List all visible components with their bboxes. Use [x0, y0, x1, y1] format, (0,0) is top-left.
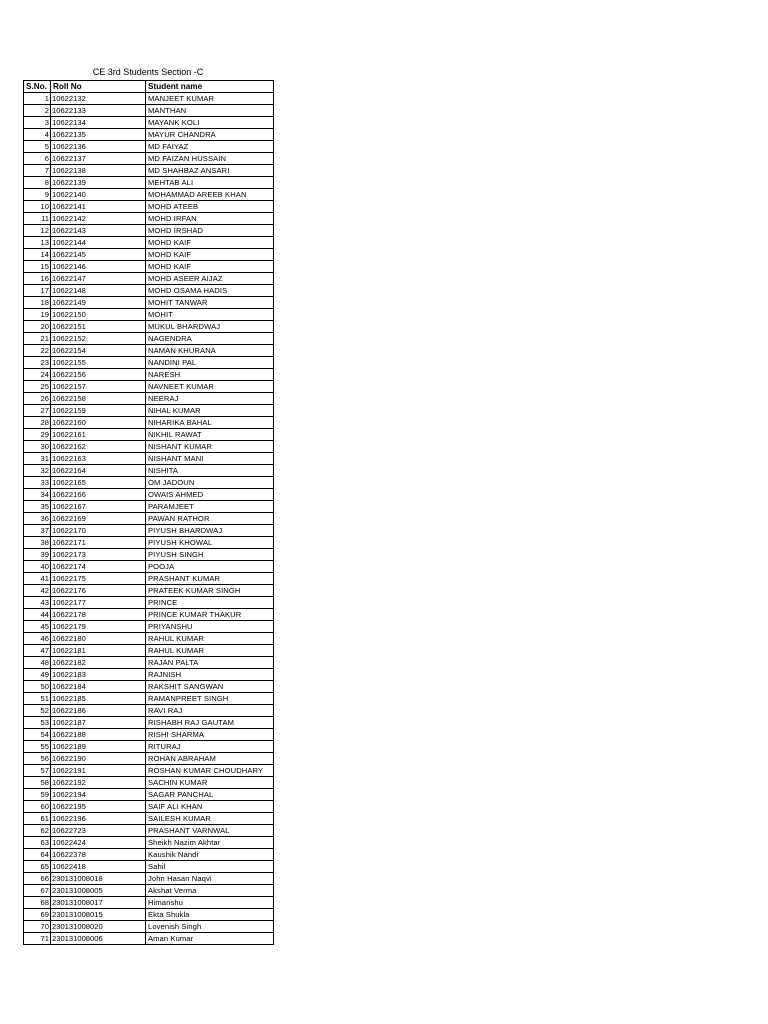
serial-number-cell: 55 — [24, 741, 51, 753]
student-list-sheet — [23, 66, 273, 945]
serial-number-cell: 25 — [24, 381, 51, 393]
table-row — [24, 633, 274, 645]
roll-number-cell: 10622141 — [51, 201, 146, 213]
table-row — [24, 189, 274, 201]
roll-number-cell: 10622196 — [51, 813, 146, 825]
roll-number-cell: 10622194 — [51, 789, 146, 801]
student-name-cell: John Hasan Naqvi — [146, 873, 274, 885]
student-name-cell: PIYUSH KHOWAL — [146, 537, 274, 549]
table-row — [24, 393, 274, 405]
table-row — [24, 249, 274, 261]
table-row — [24, 729, 274, 741]
table-row — [24, 657, 274, 669]
serial-number-cell: 6 — [24, 153, 51, 165]
serial-number-cell: 1 — [24, 93, 51, 105]
table-row — [24, 561, 274, 573]
table-row — [24, 213, 274, 225]
serial-number-cell: 8 — [24, 177, 51, 189]
serial-number-cell: 21 — [24, 333, 51, 345]
student-name-cell: OWAIS AHMED — [146, 489, 274, 501]
serial-number-cell: 30 — [24, 441, 51, 453]
roll-number-cell: 10622157 — [51, 381, 146, 393]
serial-number-cell: 71 — [24, 933, 51, 945]
roll-number-cell: 10622150 — [51, 309, 146, 321]
table-row — [24, 129, 274, 141]
table-row — [24, 621, 274, 633]
serial-number-cell: 18 — [24, 297, 51, 309]
student-name-cell: RAHUL KUMAR — [146, 633, 274, 645]
table-row — [24, 297, 274, 309]
serial-number-cell: 68 — [24, 897, 51, 909]
student-name-cell: Kaushik Nandi — [146, 849, 274, 861]
student-name-cell: Aman Kumar — [146, 933, 274, 945]
serial-number-cell: 32 — [24, 465, 51, 477]
roll-number-cell: 10622135 — [51, 129, 146, 141]
serial-number-cell: 34 — [24, 489, 51, 501]
serial-number-cell: 66 — [24, 873, 51, 885]
student-name-cell: MD SHAHBAZ ANSARI — [146, 165, 274, 177]
serial-number-cell: 24 — [24, 369, 51, 381]
roll-number-cell: 10622137 — [51, 153, 146, 165]
roll-number-cell: 10622159 — [51, 405, 146, 417]
student-name-cell: ROHAN ABRAHAM — [146, 753, 274, 765]
student-name-cell: MOHD KAIF — [146, 249, 274, 261]
table-row — [24, 177, 274, 189]
table-row — [24, 381, 274, 393]
student-name-cell: SACHIN KUMAR — [146, 777, 274, 789]
student-name-cell: Akshat Verma — [146, 885, 274, 897]
roll-number-cell: 10622170 — [51, 525, 146, 537]
roll-number-cell: 10622133 — [51, 105, 146, 117]
student-name-cell: MOHIT — [146, 309, 274, 321]
table-row — [24, 261, 274, 273]
roll-number-cell: 10622165 — [51, 477, 146, 489]
serial-number-cell: 44 — [24, 609, 51, 621]
serial-number-cell: 2 — [24, 105, 51, 117]
table-row — [24, 705, 274, 717]
table-row — [24, 597, 274, 609]
table-row — [24, 117, 274, 129]
table-row — [24, 573, 274, 585]
student-name-cell: SAIF ALI KHAN — [146, 801, 274, 813]
table-row — [24, 681, 274, 693]
student-name-cell: PRIYANSHU — [146, 621, 274, 633]
student-name-cell: MOHD IRSHAD — [146, 225, 274, 237]
student-name-cell: POOJA — [146, 561, 274, 573]
student-name-cell: ROSHAN KUMAR CHOUDHARY — [146, 765, 274, 777]
serial-number-cell: 61 — [24, 813, 51, 825]
serial-number-cell: 7 — [24, 165, 51, 177]
student-name-cell: RAVI RAJ — [146, 705, 274, 717]
table-row — [24, 321, 274, 333]
roll-number-cell: 10622138 — [51, 165, 146, 177]
roll-number-cell: 10622167 — [51, 501, 146, 513]
student-name-cell: MOHD OSAMA HADIS — [146, 285, 274, 297]
roll-number-cell: 10622171 — [51, 537, 146, 549]
student-name-cell: MOHD KAIF — [146, 261, 274, 273]
serial-number-cell: 19 — [24, 309, 51, 321]
table-row — [24, 921, 274, 933]
student-name-cell: MD FAIYAZ — [146, 141, 274, 153]
serial-number-cell: 59 — [24, 789, 51, 801]
table-row — [24, 345, 274, 357]
roll-number-cell: 10622190 — [51, 753, 146, 765]
serial-number-cell: 63 — [24, 837, 51, 849]
student-name-cell: NIKHIL RAWAT — [146, 429, 274, 441]
roll-number-cell: 10622187 — [51, 717, 146, 729]
student-name-cell: NAGENDRA — [146, 333, 274, 345]
table-row — [24, 777, 274, 789]
roll-number-cell: 10622195 — [51, 801, 146, 813]
roll-number-cell: 10622147 — [51, 273, 146, 285]
table-row — [24, 789, 274, 801]
serial-number-cell: 36 — [24, 513, 51, 525]
roll-number-cell: 230131008005 — [51, 885, 146, 897]
table-row — [24, 897, 274, 909]
student-name-cell: PRINCE — [146, 597, 274, 609]
roll-number-cell: 230131008020 — [51, 921, 146, 933]
student-name-cell: MANJEET KUMAR — [146, 93, 274, 105]
table-row — [24, 453, 274, 465]
student-name-cell: NISHITA — [146, 465, 274, 477]
student-name-cell: Sahil — [146, 861, 274, 873]
student-name-cell: OM JADOUN — [146, 477, 274, 489]
table-row — [24, 693, 274, 705]
table-row — [24, 765, 274, 777]
serial-number-cell: 67 — [24, 885, 51, 897]
serial-number-cell: 28 — [24, 417, 51, 429]
serial-number-cell: 23 — [24, 357, 51, 369]
student-name-cell: MANTHAN — [146, 105, 274, 117]
student-name-cell: RISHABH RAJ GAUTAM — [146, 717, 274, 729]
student-name-cell: RAJNISH — [146, 669, 274, 681]
serial-number-cell: 57 — [24, 765, 51, 777]
serial-number-cell: 62 — [24, 825, 51, 837]
roll-number-cell: 230131008018 — [51, 873, 146, 885]
student-name-cell: NIHARIKA BAHAL — [146, 417, 274, 429]
header-sno: S.No. — [24, 81, 51, 93]
roll-number-cell: 10622156 — [51, 369, 146, 381]
serial-number-cell: 31 — [24, 453, 51, 465]
table-row — [24, 609, 274, 621]
roll-number-cell: 10622132 — [51, 93, 146, 105]
table-row — [24, 285, 274, 297]
serial-number-cell: 46 — [24, 633, 51, 645]
serial-number-cell: 17 — [24, 285, 51, 297]
table-row — [24, 153, 274, 165]
student-name-cell: RAHUL KUMAR — [146, 645, 274, 657]
roll-number-cell: 10622162 — [51, 441, 146, 453]
student-name-cell: PRASHANT KUMAR — [146, 573, 274, 585]
roll-number-cell: 10622185 — [51, 693, 146, 705]
roll-number-cell: 10622149 — [51, 297, 146, 309]
roll-number-cell: 10622164 — [51, 465, 146, 477]
table-row — [24, 201, 274, 213]
serial-number-cell: 15 — [24, 261, 51, 273]
serial-number-cell: 22 — [24, 345, 51, 357]
serial-number-cell: 10 — [24, 201, 51, 213]
roll-number-cell: 10622191 — [51, 765, 146, 777]
table-row — [24, 585, 274, 597]
serial-number-cell: 4 — [24, 129, 51, 141]
student-name-cell: NISHANT MANI — [146, 453, 274, 465]
serial-number-cell: 38 — [24, 537, 51, 549]
table-row — [24, 417, 274, 429]
roll-number-cell: 10622146 — [51, 261, 146, 273]
student-name-cell: SAILESH KUMAR — [146, 813, 274, 825]
roll-number-cell: 10622184 — [51, 681, 146, 693]
table-row — [24, 717, 274, 729]
roll-number-cell: 10622175 — [51, 573, 146, 585]
roll-number-cell: 10622163 — [51, 453, 146, 465]
table-row — [24, 837, 274, 849]
table-row — [24, 357, 274, 369]
roll-number-cell: 10622145 — [51, 249, 146, 261]
roll-number-cell: 10622151 — [51, 321, 146, 333]
roll-number-cell: 10622142 — [51, 213, 146, 225]
table-row — [24, 933, 274, 945]
roll-number-cell: 10622154 — [51, 345, 146, 357]
student-name-cell: Ekta Shukla — [146, 909, 274, 921]
roll-number-cell: 10622723 — [51, 825, 146, 837]
table-row — [24, 801, 274, 813]
roll-number-cell: 10622178 — [51, 609, 146, 621]
table-row — [24, 225, 274, 237]
serial-number-cell: 51 — [24, 693, 51, 705]
table-row — [24, 825, 274, 837]
table-row — [24, 441, 274, 453]
roll-number-cell: 10622174 — [51, 561, 146, 573]
student-name-cell: RAKSHIT SANGWAN — [146, 681, 274, 693]
table-row — [24, 885, 274, 897]
student-name-cell: PIYUSH BHARDWAJ — [146, 525, 274, 537]
student-name-cell: SAGAR PANCHAL — [146, 789, 274, 801]
table-row — [24, 309, 274, 321]
student-name-cell: NISHANT KUMAR — [146, 441, 274, 453]
student-name-cell: MOHAMMAD AREEB KHAN — [146, 189, 274, 201]
table-row — [24, 141, 274, 153]
student-name-cell: NAMAN KHURANA — [146, 345, 274, 357]
serial-number-cell: 52 — [24, 705, 51, 717]
roll-number-cell: 230131008006 — [51, 933, 146, 945]
serial-number-cell: 56 — [24, 753, 51, 765]
serial-number-cell: 47 — [24, 645, 51, 657]
table-row — [24, 741, 274, 753]
roll-number-cell: 10622152 — [51, 333, 146, 345]
roll-number-cell: 10622418 — [51, 861, 146, 873]
roll-number-cell: 10622136 — [51, 141, 146, 153]
table-row — [24, 513, 274, 525]
table-row — [24, 429, 274, 441]
serial-number-cell: 37 — [24, 525, 51, 537]
header-row — [24, 81, 274, 93]
student-name-cell: PRINCE KUMAR THAKUR — [146, 609, 274, 621]
serial-number-cell: 35 — [24, 501, 51, 513]
serial-number-cell: 41 — [24, 573, 51, 585]
serial-number-cell: 12 — [24, 225, 51, 237]
roll-number-cell: 230131008015 — [51, 909, 146, 921]
student-name-cell: PIYUSH SINGH — [146, 549, 274, 561]
serial-number-cell: 65 — [24, 861, 51, 873]
table-row — [24, 465, 274, 477]
table-row — [24, 549, 274, 561]
roll-number-cell: 10622378 — [51, 849, 146, 861]
roll-number-cell: 10622139 — [51, 177, 146, 189]
table-row — [24, 525, 274, 537]
serial-number-cell: 43 — [24, 597, 51, 609]
student-name-cell: MOHD IRFAN — [146, 213, 274, 225]
roll-number-cell: 10622155 — [51, 357, 146, 369]
student-name-cell: MAYANK KOLI — [146, 117, 274, 129]
roll-number-cell: 10622169 — [51, 513, 146, 525]
student-rows — [24, 93, 274, 945]
serial-number-cell: 29 — [24, 429, 51, 441]
serial-number-cell: 49 — [24, 669, 51, 681]
student-name-cell: MOHIT TANWAR — [146, 297, 274, 309]
student-name-cell: MOHD ASEER AIJAZ — [146, 273, 274, 285]
student-name-cell: RAJAN PALTA — [146, 657, 274, 669]
serial-number-cell: 40 — [24, 561, 51, 573]
roll-number-cell: 10622180 — [51, 633, 146, 645]
student-name-cell: Himanshu — [146, 897, 274, 909]
serial-number-cell: 69 — [24, 909, 51, 921]
table-row — [24, 873, 274, 885]
student-name-cell: PARAMJEET — [146, 501, 274, 513]
table-row — [24, 909, 274, 921]
table-row — [24, 753, 274, 765]
roll-number-cell: 10622181 — [51, 645, 146, 657]
serial-number-cell: 33 — [24, 477, 51, 489]
serial-number-cell: 14 — [24, 249, 51, 261]
serial-number-cell: 9 — [24, 189, 51, 201]
serial-number-cell: 70 — [24, 921, 51, 933]
student-name-cell: PAWAN RATHOR — [146, 513, 274, 525]
student-name-cell: RITURAJ — [146, 741, 274, 753]
student-name-cell: NANDINI PAL — [146, 357, 274, 369]
serial-number-cell: 64 — [24, 849, 51, 861]
student-name-cell: NAVNEET KUMAR — [146, 381, 274, 393]
table-row — [24, 477, 274, 489]
student-name-cell: MD FAIZAN HUSSAIN — [146, 153, 274, 165]
roll-number-cell: 10622176 — [51, 585, 146, 597]
table-row — [24, 273, 274, 285]
table-row — [24, 93, 274, 105]
roll-number-cell: 10622161 — [51, 429, 146, 441]
header-roll-no: Roll No — [51, 81, 146, 93]
serial-number-cell: 27 — [24, 405, 51, 417]
serial-number-cell: 48 — [24, 657, 51, 669]
roll-number-cell: 10622166 — [51, 489, 146, 501]
student-name-cell: RAMANPREET SINGH — [146, 693, 274, 705]
serial-number-cell: 26 — [24, 393, 51, 405]
table-row — [24, 669, 274, 681]
serial-number-cell: 50 — [24, 681, 51, 693]
roll-number-cell: 10622424 — [51, 837, 146, 849]
table-row — [24, 645, 274, 657]
student-name-cell: NARESH — [146, 369, 274, 381]
table-row — [24, 369, 274, 381]
table-row — [24, 105, 274, 117]
roll-number-cell: 10622158 — [51, 393, 146, 405]
roll-number-cell: 230131008017 — [51, 897, 146, 909]
roll-number-cell: 10622186 — [51, 705, 146, 717]
student-name-cell: PRATEEK KUMAR SINGH — [146, 585, 274, 597]
roll-number-cell: 10622140 — [51, 189, 146, 201]
roll-number-cell: 10622189 — [51, 741, 146, 753]
serial-number-cell: 42 — [24, 585, 51, 597]
student-table — [23, 80, 274, 945]
student-name-cell: RISHI SHARMA — [146, 729, 274, 741]
header-student-name: Student name — [146, 81, 274, 93]
roll-number-cell: 10622173 — [51, 549, 146, 561]
serial-number-cell: 11 — [24, 213, 51, 225]
student-name-cell: Lovenish Singh — [146, 921, 274, 933]
student-name-cell: PRASHANT VARNWAL — [146, 825, 274, 837]
student-name-cell: MAYUR CHANDRA — [146, 129, 274, 141]
table-row — [24, 849, 274, 861]
table-row — [24, 237, 274, 249]
serial-number-cell: 54 — [24, 729, 51, 741]
serial-number-cell: 45 — [24, 621, 51, 633]
serial-number-cell: 13 — [24, 237, 51, 249]
table-row — [24, 165, 274, 177]
table-row — [24, 405, 274, 417]
roll-number-cell: 10622182 — [51, 657, 146, 669]
roll-number-cell: 10622192 — [51, 777, 146, 789]
roll-number-cell: 10622148 — [51, 285, 146, 297]
student-name-cell: Sheikh Nazim Akhtar — [146, 837, 274, 849]
roll-number-cell: 10622179 — [51, 621, 146, 633]
student-name-cell: MEHTAB ALI — [146, 177, 274, 189]
student-name-cell: MUKUL BHARDWAJ — [146, 321, 274, 333]
roll-number-cell: 10622160 — [51, 417, 146, 429]
roll-number-cell: 10622177 — [51, 597, 146, 609]
roll-number-cell: 10622188 — [51, 729, 146, 741]
roll-number-cell: 10622134 — [51, 117, 146, 129]
table-row — [24, 861, 274, 873]
serial-number-cell: 16 — [24, 273, 51, 285]
serial-number-cell: 53 — [24, 717, 51, 729]
table-row — [24, 333, 274, 345]
table-row — [24, 489, 274, 501]
student-name-cell: NIHAL KUMAR — [146, 405, 274, 417]
serial-number-cell: 39 — [24, 549, 51, 561]
table-row — [24, 501, 274, 513]
sheet-title: CE 3rd Students Section -C — [92, 67, 204, 77]
serial-number-cell: 5 — [24, 141, 51, 153]
student-name-cell: MOHD ATEEB — [146, 201, 274, 213]
roll-number-cell: 10622144 — [51, 237, 146, 249]
serial-number-cell: 60 — [24, 801, 51, 813]
table-row — [24, 537, 274, 549]
serial-number-cell: 58 — [24, 777, 51, 789]
student-name-cell: NEERAJ — [146, 393, 274, 405]
roll-number-cell: 10622143 — [51, 225, 146, 237]
roll-number-cell: 10622183 — [51, 669, 146, 681]
table-row — [24, 813, 274, 825]
serial-number-cell: 20 — [24, 321, 51, 333]
serial-number-cell: 3 — [24, 117, 51, 129]
student-name-cell: MOHD KAIF — [146, 237, 274, 249]
